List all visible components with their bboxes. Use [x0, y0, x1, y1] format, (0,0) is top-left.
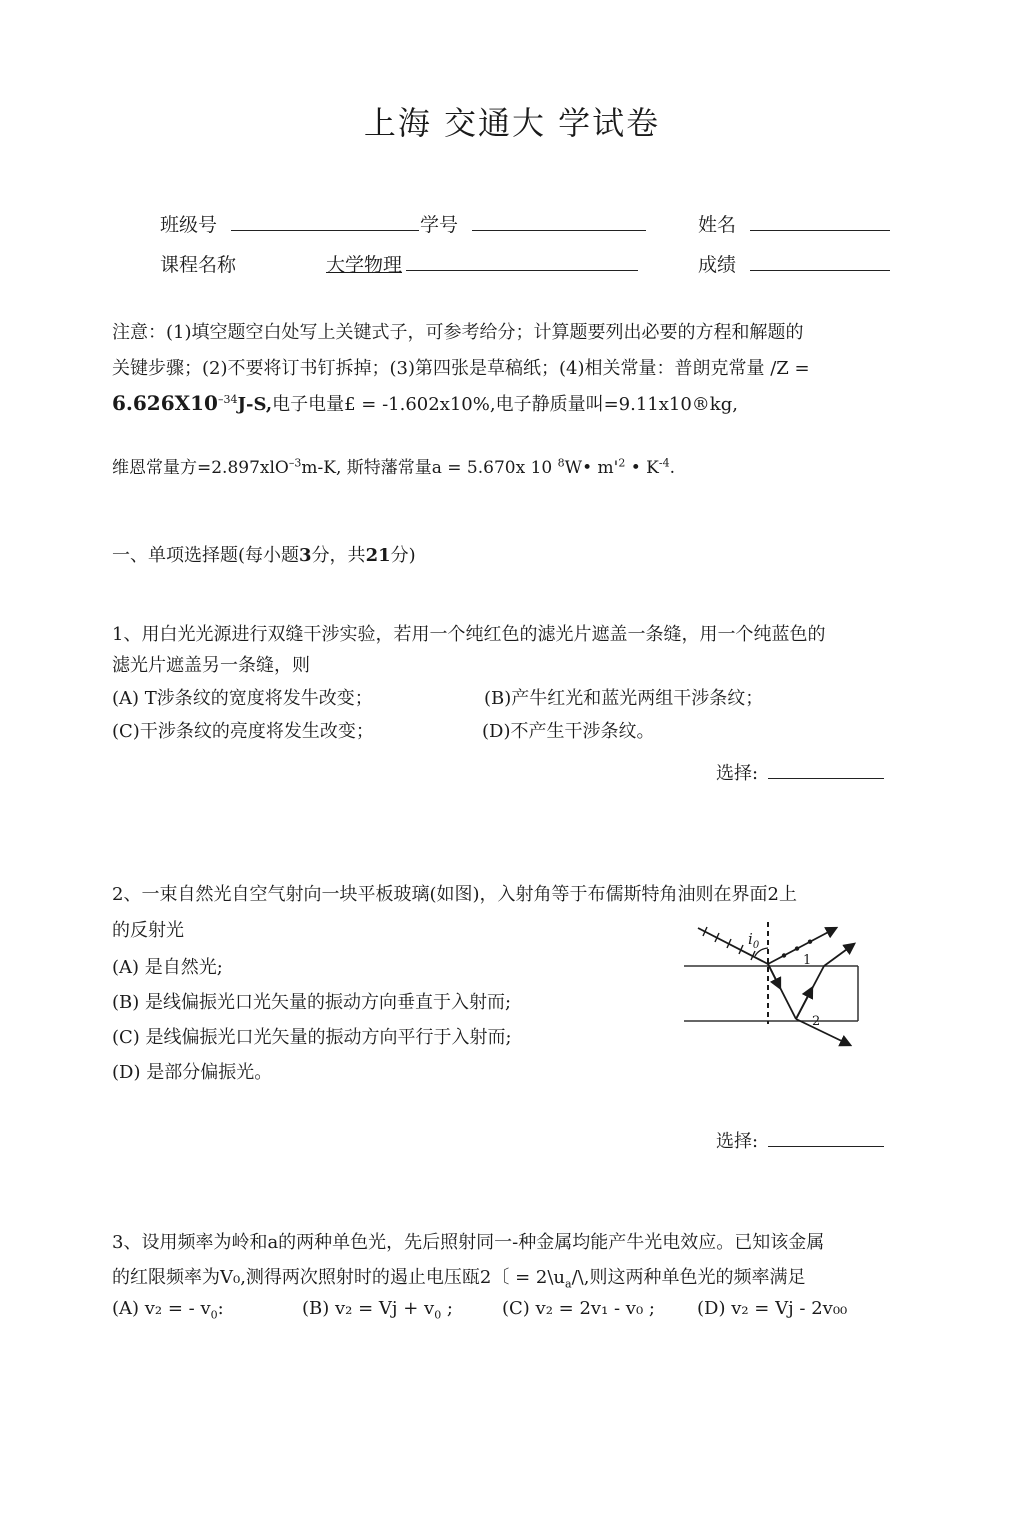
page-title: 上海 交通大 学试卷: [363, 104, 661, 142]
q1-option-c: (C)干涉条纹的亮度将发生改变；: [112, 721, 374, 742]
transmitted-ray: [796, 1019, 850, 1045]
course-value: 大学物理: [326, 254, 403, 276]
q1-answer-label: 选择:: [716, 763, 759, 784]
course-field: [326, 250, 638, 277]
q2-answer-label: 选择:: [716, 1131, 759, 1152]
q2-option-b: (B) 是线偏振光口光矢量的振动方向垂直于入射而;: [112, 992, 512, 1013]
notice-line-4: 维恩常量方=2.897xlO$^{-3}$m-K, 斯特藩常量a = 5.670x 10 $^8$W• $m'^2$ • $K^{-4}$.: [112, 456, 676, 478]
student-id-blank[interactable]: [472, 210, 646, 231]
q2-answer-blank[interactable]: [768, 1126, 884, 1147]
class-label: 班级号: [160, 214, 218, 236]
q1-option-a: (A) T涉条纹的宽度将发牛改变；: [112, 688, 373, 709]
reflected-ray-2-arrow: [796, 988, 812, 1019]
q2-stem-line-1: 2、一束自然光自空气射向一块平板玻璃(如图)，入射角等于布儒斯特角油则在界面2上: [112, 884, 797, 905]
refracted-ray-arrow: [768, 964, 780, 988]
q3-stem-line-2: 的红限频率为V₀,测得两次照射时的遏止电压瓯2〔 = $2\backslash u_a/\backslash$,则这两种单色光的频率满足: [112, 1267, 806, 1291]
q1-answer-field: [716, 758, 884, 785]
glass-plate: [684, 966, 858, 1021]
q2-stem-line-2: 的反射光: [112, 920, 184, 941]
score-field: [698, 250, 890, 277]
reflected-ray-1: [768, 928, 836, 964]
q2-option-d: (D) 是部分偏振光。: [112, 1062, 273, 1083]
class-blank[interactable]: [231, 210, 419, 231]
name-field: [698, 210, 890, 237]
interface-2-label: 2: [812, 1014, 821, 1029]
q1-stem-line-2: 滤光片遮盖另一条缝，则: [112, 655, 310, 676]
notice-line-1: 注意：(1)填空题空白处写上关键式子，可参考给分；计算题要列出必要的方程和解题的: [112, 322, 804, 343]
q3-option-c: (C) v₂ = 2v₁ - v₀ ;: [502, 1298, 655, 1319]
notice-line-3: $6.626X10^{-34}J-S$,电子电量£ = -1.602x10%,电子静质量叫=9.11x10®kg,: [112, 391, 738, 415]
q1-stem-line-1: 1、用白光光源进行双缝干涉实验，若用一个纯红色的滤光片遮盖一条缝，用一个纯蓝色的: [112, 624, 826, 645]
course-blank: [406, 250, 638, 271]
name-blank[interactable]: [750, 210, 890, 231]
q3-option-d: (D) v₂ = Vj - 2v₀₀: [697, 1298, 848, 1319]
q3-option-b: (B) $v_2 = Vj + v_0$ ;: [302, 1298, 453, 1322]
notice-line-2: 关键步骤；(2)不要将订书钉拆掉；(3)第四张是草稿纸；(4)相关常量：普朗克常量 /Z =: [112, 358, 810, 379]
q2-answer-field: [716, 1126, 884, 1153]
student-id-label: 学号: [420, 214, 459, 236]
score-label: 成绩: [698, 254, 737, 276]
interface-1-label: 1: [803, 953, 812, 968]
q3-stem-line-1: 3、设用频率为岭和a的两种单色光，先后照射同一-种金属均能产牛光电效应。已知该金属: [112, 1232, 825, 1253]
q1-answer-blank[interactable]: [768, 758, 884, 779]
emerging-ray: [824, 944, 854, 966]
angle-label: $i_0$: [748, 930, 760, 951]
q2-option-c: (C) 是线偏振光口光矢量的振动方向平行于入射而;: [112, 1027, 512, 1048]
student-id-field: [420, 210, 646, 237]
name-label: 姓名: [698, 214, 737, 236]
course-label: 课程名称: [160, 254, 237, 276]
q2-option-a: (A) 是自然光;: [112, 957, 223, 978]
q3-option-a: (A) v₂ = - $v_0$:: [112, 1298, 224, 1322]
class-field: [160, 210, 419, 237]
q1-option-d: (D)不产生干涉条纹。: [482, 721, 655, 742]
q1-option-b: (B)产牛红光和蓝光两组干涉条纹；: [484, 688, 764, 709]
section-heading: 一、单项选择题(每小题3分，共21分): [112, 545, 416, 566]
brewster-angle-figure: [676, 918, 876, 1053]
score-blank[interactable]: [750, 250, 890, 271]
